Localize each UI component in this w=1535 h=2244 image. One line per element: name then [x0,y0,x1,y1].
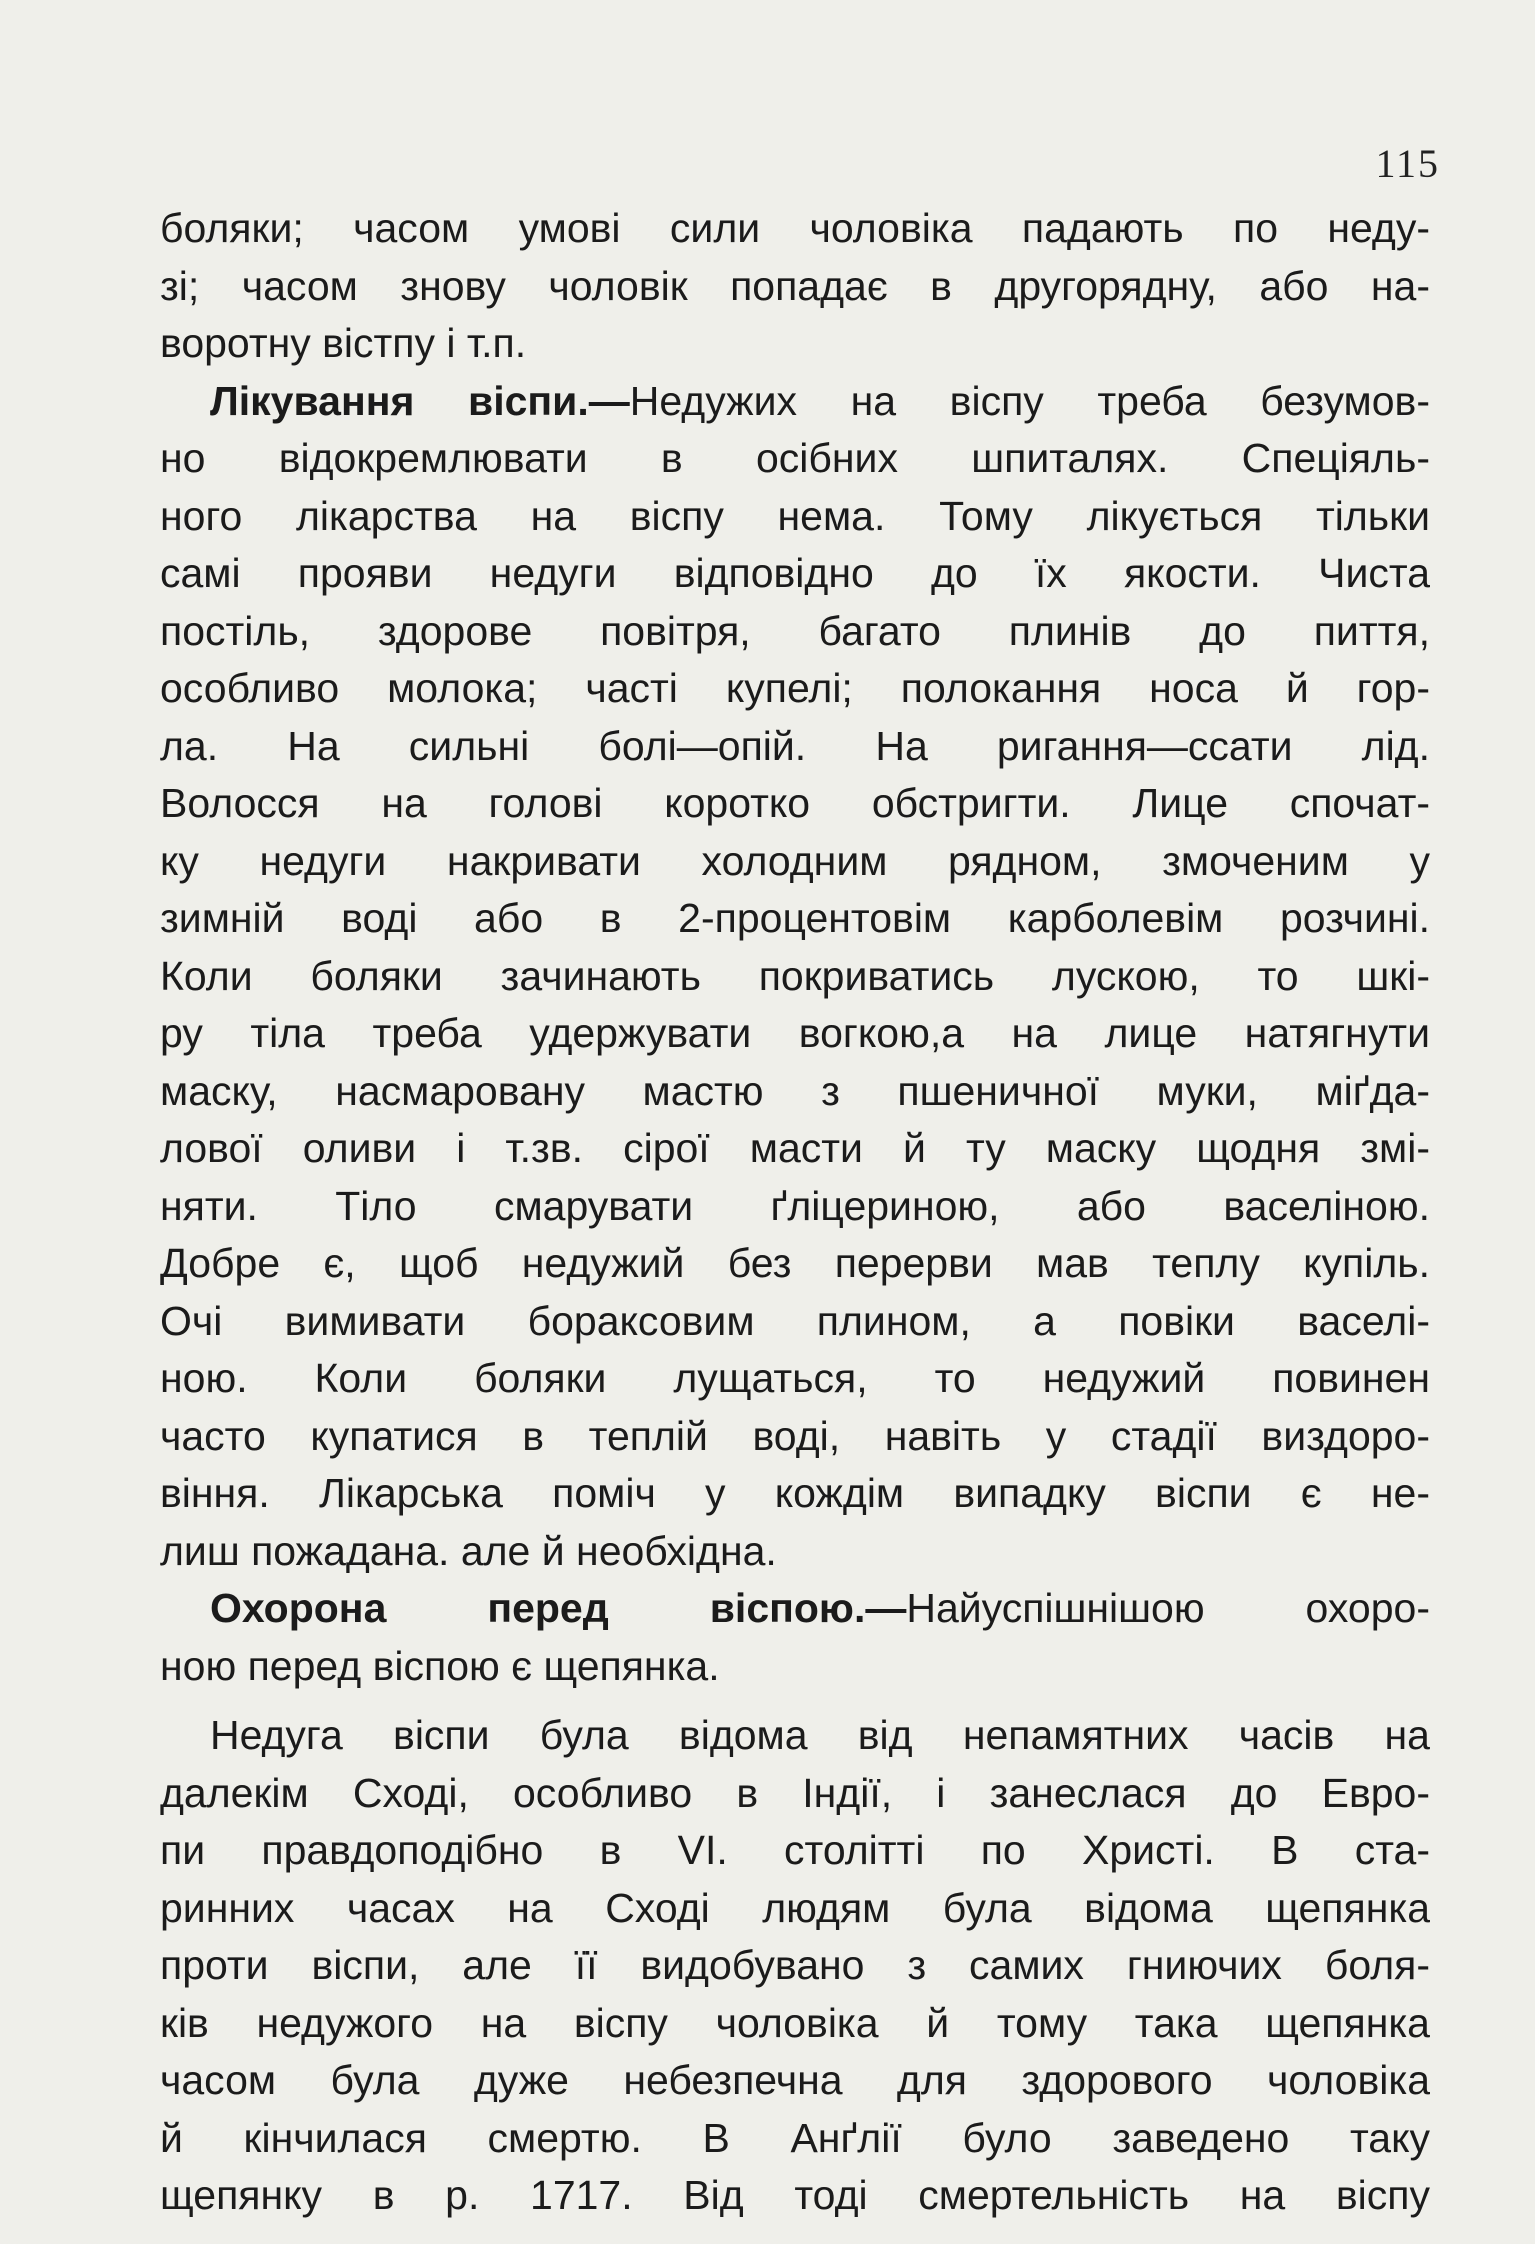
text-line: зимній воді або в 2-процентовім карболевім розчині. [160,895,1430,941]
text-line: но відокремлювати в осібних шпиталях. Спеціяль- [160,435,1430,481]
text-line: Найуспішнішою охоро- [906,1585,1430,1631]
text-line: ру тіла треба удержувати вогкою,а на лице натягнути [160,1010,1430,1056]
text-line: ного лікарства на віспу нема. Тому лікується тільки [160,492,1430,539]
text-line: проти віспи, але її видобувано з самих гниючих боля- [160,1942,1430,1988]
text-line: лиш пожадана. але й необхідна. [160,1527,777,1574]
text-line: Волосся на голові коротко обстригти. Лице спочат- [160,780,1430,826]
text-line: пи правдоподібно в VI. столітті по Христі. В ста- [160,1827,1430,1873]
text-line: Коли боляки зачинають покриватись лускою, то шкі- [160,952,1430,999]
text-line: маску, насмаровану мастю з пшеничної муки, міґда- [160,1067,1430,1114]
text-line: ринних часах на Сході людям була відома щепянка [160,1884,1430,1931]
text-line: й кінчилася смертю. В Анґлії було заведено таку [160,2114,1430,2161]
paragraph-treatment-first-line [160,373,1430,431]
text-line: особливо молока; часті купелі; полокання носа й гор- [160,665,1430,711]
text-line: воротну вістпу і т.п. [160,320,527,366]
text-line: Очі вимивати бораксовим плином, а повіки васелі- [160,1297,1430,1344]
text-line: ків недужого на віспу чоловіка й тому така щепянка [160,1999,1430,2046]
paragraph-protection-first-line [160,1580,1430,1638]
text-line: ку недуги накривати холодним рядном, змоченим у [160,837,1430,884]
text-line: лової оливи і т.зв. сірої масти й ту маску щодня змі- [160,1125,1430,1171]
text-line: Недуга віспи була відома від непамятних часів на [210,1712,1430,1758]
body-text [160,200,1430,2225]
text-line: далекім Сході, особливо в Індії, і занеслася до Евро- [160,1769,1430,1816]
heading-treatment: Лікування віспи.— [210,377,630,424]
text-line: щепянку в р. 1717. Від тоді смертельність на віспу [160,2172,1430,2218]
text-line: няти. Тіло смарувати ґліцериною, або васеліною. [160,1182,1430,1229]
text-line: ною. Коли боляки лущаться, то недужий повинен [160,1355,1430,1401]
text-line: ла. На сильні болі—опій. На ригання—ссати лід. [160,722,1430,769]
text-line: Недужих на віспу треба безумов- [629,377,1430,424]
heading-protection: Охорона перед віспою.— [210,1585,907,1631]
text-line: постіль, здорове повітря, багато плинів до пиття, [160,607,1430,654]
text-line: віння. Лікарська поміч у кождім випадку віспи є не- [160,1470,1430,1516]
text-line: боляки; часом умові сили чоловіка падають по неду- [160,205,1430,251]
text-line: Добре є, щоб недужий без перерви мав теплу купіль. [160,1240,1430,1286]
text-line: часом була дуже небезпечна для здорового чоловіка [160,2057,1430,2103]
text-line: самі прояви недуги відповідно до їх якости. Чиста [160,550,1430,596]
text-line: часто купатися в теплій воді, навіть у стадії виздоро- [160,1412,1430,1459]
page-number: 115 [1375,141,1440,186]
text-line: ною перед віспою є щепянка. [160,1642,720,1689]
text-line: зі; часом знову чоловік попадає в другорядну, або на- [160,262,1430,309]
